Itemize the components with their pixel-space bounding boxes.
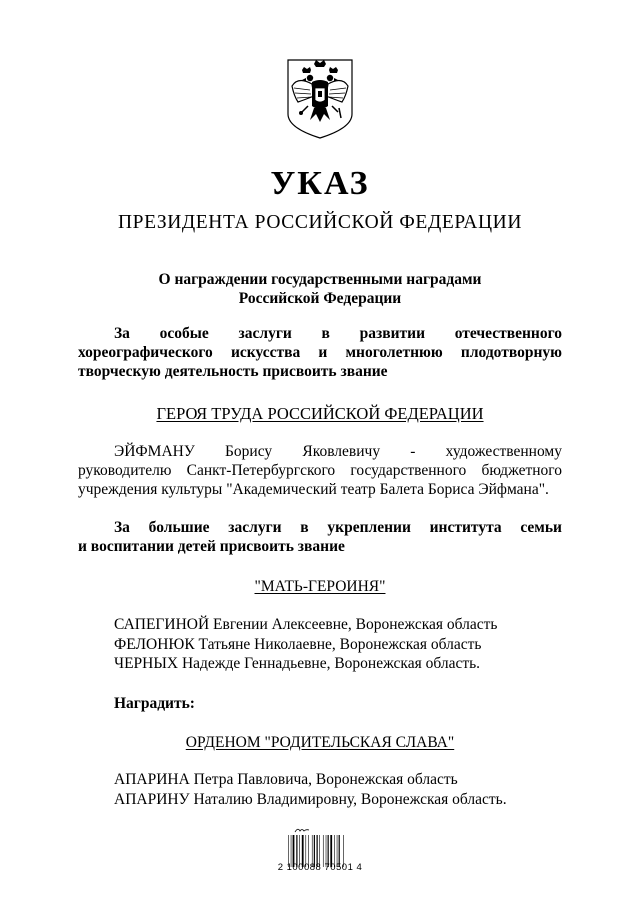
- document-subtitle: ПРЕЗИДЕНТА РОССИЙСКОЙ ФЕДЕРАЦИИ: [117, 212, 523, 233]
- paragraph-line: За большие заслуги в укреплении института семьи: [114, 519, 562, 536]
- award-title-text: ОРДЕНОМ "РОДИТЕЛЬСКАЯ СЛАВА": [185, 734, 455, 751]
- document-title: УКАЗ: [270, 165, 370, 202]
- section3-recipients: [114, 770, 507, 809]
- paragraph-line: руководителю Санкт-Петербургского государственного бюджетного: [78, 462, 562, 479]
- coat-of-arms-icon: [284, 56, 356, 140]
- recipient-item: САПЕГИНОЙ Евгении Алексеевне, Воронежская область: [114, 616, 498, 633]
- subject-line: Российской Федерации: [238, 290, 402, 307]
- section1-recipient: [78, 442, 562, 499]
- paragraph-line: и воспитании детей присвоить звание: [78, 538, 345, 555]
- recipient-item: ФЕЛОНЮК Татьяне Николаевне, Воронежская область: [114, 635, 482, 653]
- section3-intro: Наградить:: [114, 695, 195, 712]
- decree-subject: [0, 270, 640, 308]
- paragraph-line: творческую деятельность присвоить звание: [78, 363, 388, 380]
- recipient-item: АПАРИНА Петра Павловича, Воронежская область: [114, 771, 458, 788]
- paragraph-line: хореографического искусства и многолетнюю плодотворную: [78, 344, 562, 361]
- recipient-item: АПАРИНУ Наталию Владимировну, Воронежская область.: [114, 790, 507, 808]
- section2-intro: [78, 518, 562, 556]
- recipient-item: ЧЕРНЫХ Надежде Геннадьевне, Воронежская область.: [114, 655, 481, 672]
- handwritten-mark-icon: [294, 826, 310, 834]
- award-title-text: "МАТЬ-ГЕРОИНЯ": [254, 578, 386, 595]
- paragraph-line: ЭЙФМАНУ Борису Яковлевичу - художественному: [114, 443, 562, 460]
- award-title-hero: [0, 404, 640, 423]
- section2-recipients: [114, 615, 497, 674]
- award-title-mother-heroine: [0, 577, 640, 596]
- paragraph-line: За особые заслуги в развитии отечественного: [114, 325, 562, 342]
- subject-line: О награждении государственными наградами: [158, 271, 482, 288]
- barcode-number: 2 100088 70501 4: [277, 862, 363, 873]
- award-title-text: ГЕРОЯ ТРУДА РОССИЙСКОЙ ФЕДЕРАЦИИ: [156, 404, 484, 423]
- paragraph-line: учреждения культуры "Академический театр Балета Бориса Эйфмана".: [78, 481, 549, 498]
- section1-intro: [78, 324, 562, 381]
- award-title-parental-glory: [0, 733, 640, 752]
